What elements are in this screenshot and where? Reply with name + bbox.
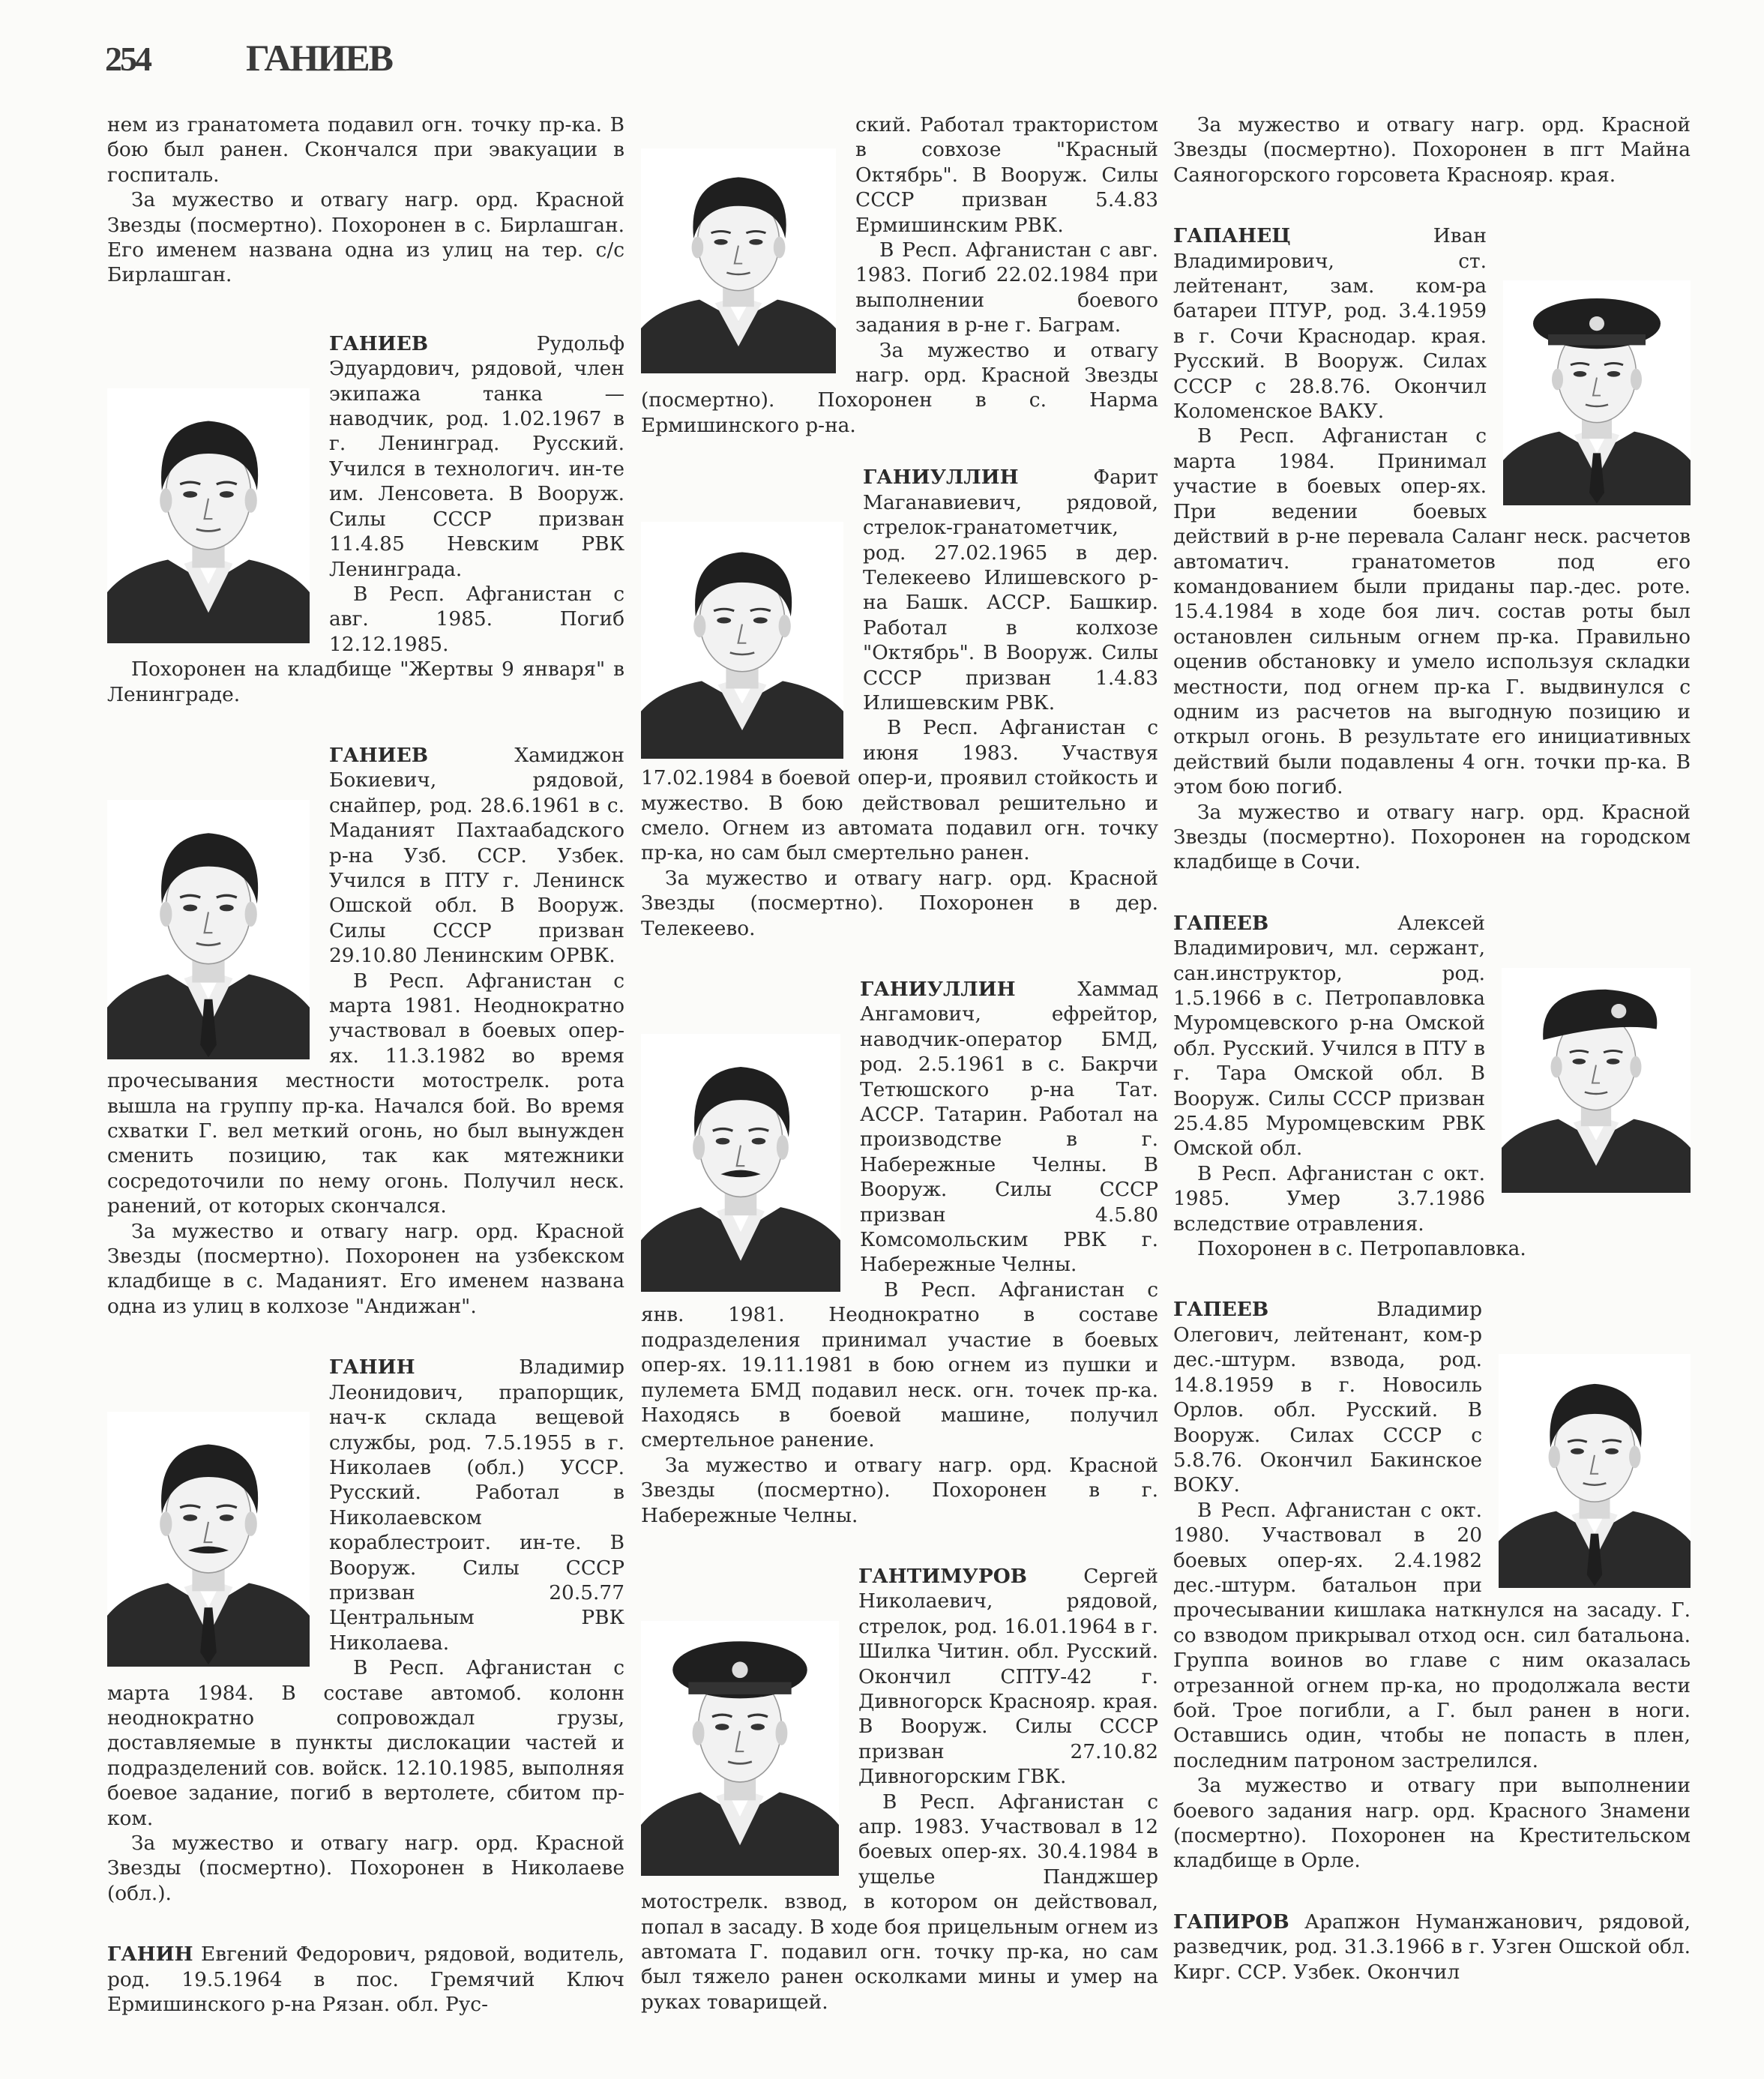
entry-paragraph: Похоронен на кладбище "Жертвы 9 января" в Ленинграде. xyxy=(107,658,624,706)
entry-paragraph: В Респ. Афганистан с окт. 1980. Участвовал в 20 боевых опер-ях. 2.4.1982 дес.-штурм. батальон при прочесывании кишлака наткнулся на засаду. Г. со взводом прикрывал отход осн. сил батальона. Группа воинов во главе с ним оказалась отрезанной огнем пр-ка, но продолжала вести бой. Трое погибли, а Г. был ранен в ноги. Оставшись один, чтобы не попасть в плен, последним патроном застрелился. xyxy=(1173,1498,1691,1772)
entry-surname: ГАНИЕВ xyxy=(329,331,429,355)
portrait-image xyxy=(107,388,310,643)
entry-intro: ский. Работал трактористом в совхозе "Красный Октябрь". В Вооруж. Силы СССР призван 5.4.83 Ермишинским РВК. xyxy=(855,113,1158,237)
entry-paragraph: Похоронен в с. Петропавловка. xyxy=(1197,1237,1526,1261)
portrait-photo xyxy=(107,388,310,643)
portrait-image xyxy=(641,522,843,759)
entry-surname: ГАПЕЕВ xyxy=(1173,911,1269,935)
entry-intro: Фарит Маганавиевич, рядовой, стрелок-гранатометчик, род. 27.02.1965 в дер. Телекеево Илишевского р-на Башк. АССР. Башкир. Работал в колхозе "Октябрь". В Вооруж. Силы СССР призван 1.4.83 Илишевским РВК. xyxy=(863,466,1158,714)
entry-surname: ГАНИУЛЛИН xyxy=(863,466,1019,490)
portrait-photo xyxy=(1499,1354,1691,1588)
column-1 xyxy=(107,112,624,2017)
entry-paragraph: За мужество и отвагу нагр. орд. Красной Звезды (посмертно). Похоронен в г. Набережные Челны. xyxy=(641,1453,1158,1527)
entry-intro: Хаммад Ангамович, ефрейтор, наводчик-оператор БМД, род. 2.5.1961 в с. Бакрчи Тетюшского р-на Тат. АССР. Татарин. Работал на производстве в г. Набережные Челны. В Вооруж. Силы СССР призван 4.5.80 Комсомольским РВК г. Набережные Челны. xyxy=(860,978,1158,1277)
running-head: ГАНИЕВ xyxy=(246,37,392,79)
entry-ganiullin-farit xyxy=(641,465,1158,941)
entry-ganin-evgeny xyxy=(107,1942,624,2017)
entry-intro: Арапжон Нуманжанович, рядовой, разведчик, род. 31.3.1966 в г. Узген Ошской обл. Кирг. ССР. Узбек. Окончил xyxy=(1173,1910,1691,1984)
column-2 xyxy=(641,112,1158,2015)
entry-gapanets-ivan xyxy=(1173,223,1691,875)
entry-surname: ГАНИН xyxy=(329,1356,415,1380)
entry-intro: Евгений Федорович, рядовой, водитель, род. 19.5.1964 в пос. Гремячий Ключ Ермишинского р-на Рязан. обл. Рус- xyxy=(107,1943,624,2017)
entry-surname: ГАНИЕВ xyxy=(329,743,429,767)
entry-paragraph: За мужество и отвагу нагр. орд. Красной Звезды (посмертно). Похоронен в пгт Майна Саяногорского горсовета Краснояр. края. xyxy=(1173,113,1691,187)
entry-gapirov-arapzhon xyxy=(1173,1910,1691,1985)
entry-paragraph: За мужество и отвагу нагр. орд. Красной Звезды (посмертно). Похоронен в с. Нарма Ермишинского р-на. xyxy=(641,338,1158,437)
entry-surname: ГАНИН xyxy=(107,1943,193,1967)
entry-surname: ГАНИУЛЛИН xyxy=(860,978,1016,1001)
entry-paragraph: В Респ. Афганистан с июня 1983. Участвуя 17.02.1984 в боевой опер-и, проявил стойкость и мужество. В бою действовал решительно и смело. Огнем из автомата подавил огн. точку пр-ка, но сам был смертельно ранен. xyxy=(641,716,1158,865)
entry-ganin-vladimir xyxy=(107,1355,624,1906)
portrait-photo xyxy=(1503,280,1691,505)
portrait-image xyxy=(1499,1354,1691,1588)
entry-ganiev-khamidzhon xyxy=(107,743,624,1319)
entry-paragraph: За мужество и отвагу нагр. орд. Красной Звезды (посмертно). Похоронен в с. Бирлашган. Его именем названа одна из улиц на тер. с/с Бирлашган. xyxy=(107,188,624,287)
entry-paragraph: За мужество и отвагу нагр. орд. Красной Звезды (посмертно). Похоронен на узбекском кладбище в с. Маданият. Его именем названа одна из улиц в колхозе "Андижан". xyxy=(107,1219,624,1318)
portrait-photo xyxy=(641,522,843,759)
entry-ganiev-rudolf xyxy=(107,331,624,707)
entry-gantimurov-sergey xyxy=(641,1564,1158,2015)
entry-paragraph: За мужество и отвагу нагр. орд. Красной Звезды (посмертно). Похоронен в Николаеве (обл.). xyxy=(107,1832,624,1905)
entry-continued xyxy=(1173,112,1691,187)
entry-paragraph: В Респ. Афганистан с авг. 1985. Погиб 12.12.1985. xyxy=(329,582,624,656)
portrait-image xyxy=(1503,280,1691,505)
entry-intro: Сергей Николаевич, рядовой, стрелок, род. 16.01.1964 в г. Шилка Читин. обл. Русский. Окончил СПТУ-42 г. Дивногорск Краснояр. края. В Вооруж. Силы СССР призван 27.10.82 Дивногорским ГВК. xyxy=(858,1564,1158,1789)
entry-paragraph: В Респ. Афганистан с марта 1984. В составе автомоб. колонн неоднократно сопровождал грузы, доставляемые в пункты дислокации частей и подразделений сов. войск. 12.10.1985, выполняя боевое задание, погиб в вертолете, сбитом пр-ком. xyxy=(107,1656,624,1830)
entry-paragraph: В Респ. Афганистан с марта 1984. Принимал участие в боевых опер-ях. При ведении боевых действий в р-не перевала Саланг неск. расчетов автоматич. гранатометов под его командованием были приданы пар.-дес. роте. 15.4.1984 в ходе боя лич. состав роты был остановлен сильным огнем пр-ка. Правильно оценив обстановку и умело используя складки местности, под огнем пр-ка Г. выдвинулся с одним из расчетов на выгодную позицию и открыл огонь. В результате его инициативных действий были подавлены 4 огн. точки пр-ка. В этом бою погиб. xyxy=(1173,424,1691,799)
portrait-photo xyxy=(1502,968,1691,1193)
entry-intro: Хамиджон Бокиевич, рядовой, снайпер, род. 28.6.1961 в с. Маданият Пахтаабадского р-на Узб. ССР. Узбек. Учился в ПТУ г. Ленинск Ошской обл. В Вооруж. Силы СССР призван 29.10.80 Ленинским ОРВК. xyxy=(329,743,624,968)
portrait-photo xyxy=(107,800,310,1059)
portrait-photo xyxy=(641,148,836,373)
entry-gapeev-vladimir xyxy=(1173,1297,1691,1873)
entry-ganiullin-khammad xyxy=(641,977,1158,1528)
entry-paragraph: В Респ. Афганистан с авг. 1983. Погиб 22.02.1984 при выполнении боевого задания в р-не г. Баграм. xyxy=(855,238,1158,337)
page-header xyxy=(105,36,392,88)
entry-surname: ГАПЕЕВ xyxy=(1173,1298,1269,1322)
entry-surname: ГАНТИМУРОВ xyxy=(858,1564,1027,1588)
entry-gapeev-aleksey xyxy=(1173,911,1691,1262)
entry-paragraph: В Респ. Афганистан с янв. 1981. Неоднократно в составе подразделения принимал участие в боевых опер-ях. 19.11.1981 в бою огнем из пушки и пулемета БМД подавил неск. огн. точек пр-ка. Находясь в боевой машине, получил смертельное ранение. xyxy=(641,1278,1158,1452)
portrait-photo xyxy=(641,1034,840,1292)
entry-surname: ГАПИРОВ xyxy=(1173,1910,1289,1934)
entry-paragraph: За мужество и отвагу нагр. орд. Красной Звезды (посмертно). Похоронен на городском кладбище в Сочи. xyxy=(1173,800,1691,874)
entry-continued xyxy=(641,112,1158,438)
entry-paragraph: В Респ. Афганистан с окт. 1985. Умер 3.7.1986 вследствие отравления. xyxy=(1173,1161,1485,1236)
portrait-image xyxy=(107,800,310,1059)
entry-intro: Рудольф Эдуардович, рядовой, член экипажа танка — наводчик, род. 1.02.1967 в г. Ленинград. Русский. Учился в технологич. ин-те им. Ленсовета. В Вооруж. Силы СССР призван 11.4.85 Невским РВК Ленинграда. xyxy=(329,331,624,581)
portrait-image xyxy=(641,1621,839,1876)
entry-intro: Иван Владимирович, ст. лейтенант, зам. ком-ра батареи ПТУР, род. 3.4.1959 в г. Сочи Краснодар. края. Русский. В Вооруж. Силах СССР с 28.8.76. Окончил Коломенское ВАКУ. xyxy=(1173,224,1487,424)
entry-paragraph: За мужество и отвагу нагр. орд. Красной Звезды (посмертно). Похоронен в дер. Телекеево. xyxy=(641,866,1158,940)
portrait-image xyxy=(641,148,836,373)
portrait-photo xyxy=(641,1621,839,1876)
entry-paragraph: За мужество и отвагу при выполнении боевого задания нагр. орд. Красного Знамени (посмертно). Похоронен на Крестительском кладбище в Орле. xyxy=(1173,1774,1691,1873)
entry-continued xyxy=(107,112,624,288)
entry-intro: Владимир Олегович, лейтенант, ком-р дес.-штурм. взвода, род. 14.8.1959 в г. Новосиль Орлов. обл. Русский. В Вооруж. Силах СССР с 5.8.76. Окончил Бакинское ВОКУ. xyxy=(1173,1298,1482,1497)
entry-paragraph: нем из гранатомета подавил огн. точку пр-ка. В бою был ранен. Скончался при эвакуации в госпиталь. xyxy=(107,113,624,187)
portrait-image xyxy=(107,1412,310,1667)
page-number: 254 xyxy=(105,40,150,78)
column-3 xyxy=(1173,112,1691,1985)
entry-surname: ГАПАНЕЦ xyxy=(1173,224,1291,248)
portrait-photo xyxy=(107,1412,310,1667)
portrait-image xyxy=(1502,968,1691,1193)
entry-intro: Владимир Леонидович, прапорщик, нач-к склада вещевой службы, род. 7.5.1955 в г. Николаев (обл.) УССР. Русский. Работал в Николаевском кораблестроит. ин-те. В Вооруж. Силы СССР призван 20.5.77 Центральным РВК Николаева. xyxy=(329,1356,624,1655)
portrait-image xyxy=(641,1034,840,1292)
entry-paragraph: В Респ. Афганистан с апр. 1983. Участвовал в 12 боевых опер-ях. 30.4.1984 в ущелье Панджшер мотострелк. взвод, в котором он действовал, попал в засаду. В ходе боя прицельным огнем из автомата Г. подавил огн. точку пр-ка, но сам был тяжело ранен осколками мины и умер на руках товарищей. xyxy=(641,1790,1158,2014)
entry-paragraph: В Респ. Афганистан с марта 1981. Неоднократно участвовал в боевых опер-ях. 11.3.1982 во время прочесывания местности мотострелк. рота вышла на группу пр-ка. Начался бой. Во время схватки Г. вел меткий огонь, но был вынужден сменить позицию, так как мятежники сосредоточили по нему огонь. Получил неск. ранений, от которых скончался. xyxy=(107,969,624,1218)
entry-intro: Алексей Владимирович, мл. сержант, сан.инструктор, род. 1.5.1966 в с. Петропавловка Муромцевского р-на Омской обл. Русский. Учился в ПТУ в г. Тара Омской обл. В Вооруж. Силы СССР призван 25.4.85 Муромцевским РВК Омской обл. xyxy=(1173,911,1485,1161)
